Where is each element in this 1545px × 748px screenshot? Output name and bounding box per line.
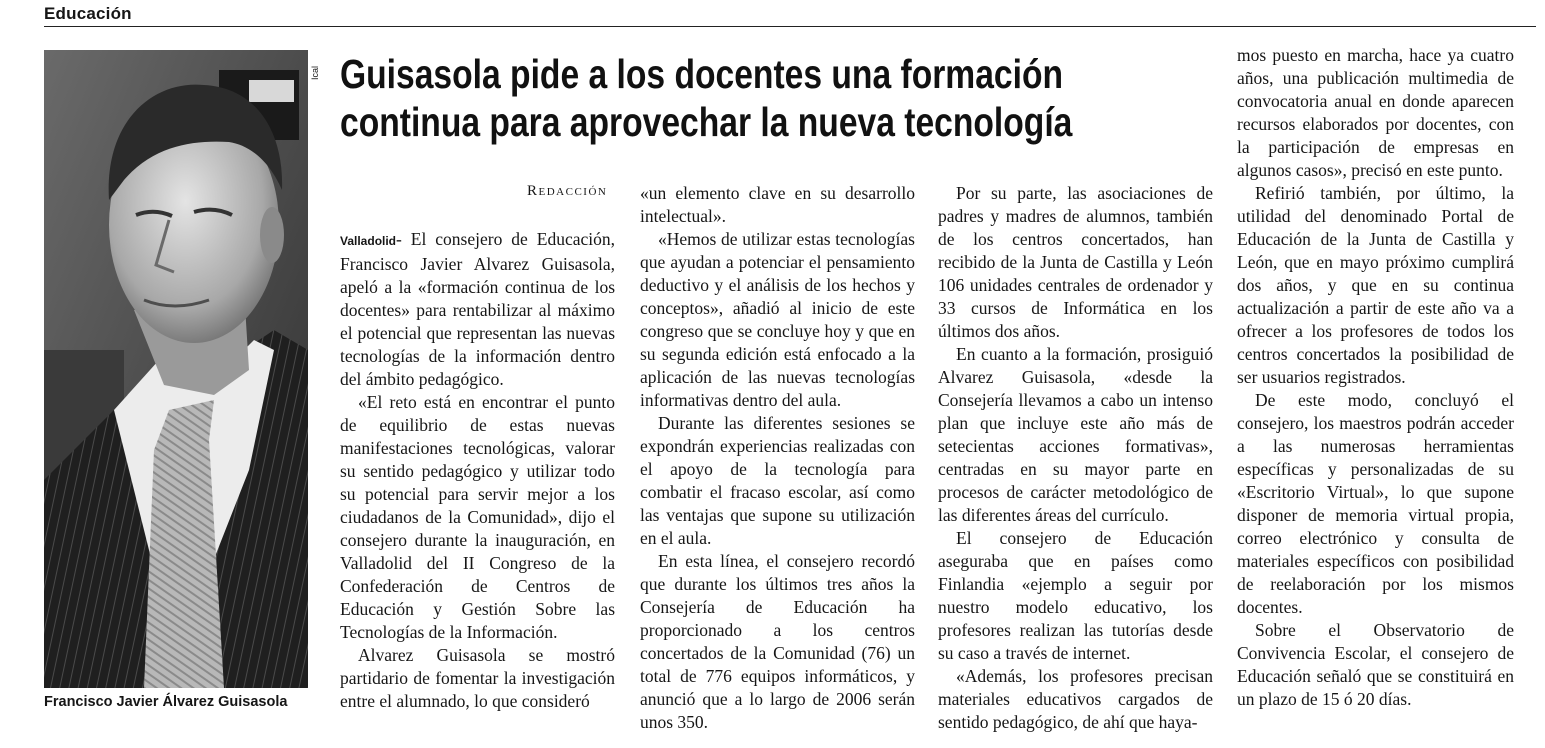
headline-line-2: continua para aprovechar la nueva tecnología — [340, 99, 1073, 145]
portrait-illustration — [44, 50, 308, 688]
article-column-2 — [640, 182, 915, 734]
byline: Redacción — [527, 183, 608, 199]
paragraph: En esta línea, el consejero recordó que durante los últimos tres años la Consejería de Educación ha proporcionado a los centros concertados de la Comunidad (76) un total de 776 equipos informáticos, y anunció que a lo largo de 2006 serán unos 350. — [640, 551, 915, 732]
headline-line-1: Guisasola pide a los docentes una formación — [340, 51, 1064, 97]
article-column-1 — [340, 228, 615, 713]
paragraph: mos puesto en marcha, hace ya cuatro años, una publicación multimedia de convocatoria anual en donde aparecen recursos elaborados por docentes, con la participación de empresas en algunos casos», precisó en este punto. — [1237, 45, 1514, 180]
paragraph: «un elemento clave en su desarrollo intelectual». — [640, 183, 915, 226]
section-label: Educación — [44, 4, 132, 23]
article-column-4 — [1237, 44, 1514, 711]
paragraph: Refirió también, por último, la utilidad del denominado Portal de Educación de la Junta de Castilla y León, que en mayo próximo cumplirá dos años, y que en su continua actualización a partir de este año va a ofrecer a los profesores de todos los centros concertados la posibilidad de ser usuarios registrados. — [1237, 183, 1514, 387]
paragraph: El consejero de Educación aseguraba que en países como Finlandia «ejemplo a seguir por nuestro modelo educativo, los profesores realizan las tutorías desde su caso a través de internet. — [938, 528, 1213, 663]
paragraph: «Además, los profesores precisan materiales educativos cargados de sentido pedagógico, de ahí que haya- — [938, 666, 1213, 732]
photo-credit: Ical — [310, 65, 320, 80]
paragraph: Por su parte, las asociaciones de padres y madres de alumnos, también de los centros concertados, han recibido de la Junta de Castilla y León 106 unidades centrales de ordenador y 33 cursos de Informática en los últimos dos años. — [938, 183, 1213, 341]
paragraph: «Hemos de utilizar estas tecnologías que ayudan a potenciar el pensamiento deductivo y el análisis de los hechos y conceptos», añadió al inicio de este congreso que se concluye hoy y que en su segunda edición está enfocado a la aplicación de las nuevas tecnologías informativas dentro del aula. — [640, 229, 915, 410]
article-column-3 — [938, 182, 1213, 734]
headline — [340, 50, 1073, 146]
paragraph: Sobre el Observatorio de Convivencia Escolar, el consejero de Educación señaló que se constituirá en un plazo de 15 ó 20 días. — [1237, 620, 1514, 709]
dateline: Valladolid — [340, 234, 397, 248]
paragraph: Alvarez Guisasola se mostró partidario de fomentar la investigación entre el alumnado, lo que consideró — [340, 645, 615, 711]
paragraph: Valladolid- El consejero de Educación, Francisco Javier Alvarez Guisasola, apeló a la «formación continua de los docentes» para rentabilizar al máximo el potencial que representan las nuevas tecnologías de la información dentro del ámbito pedagógico. — [340, 229, 615, 389]
paragraph: De este modo, concluyó el consejero, los maestros podrán acceder a las numerosas herramientas específicas y personalizadas de su «Escritorio Virtual», lo que supone disponer de memoria virtual propia, correo electrónico y consulta de materiales específicos con posibilidad de reelaboración por los mismos docentes. — [1237, 390, 1514, 617]
paragraph: Durante las diferentes sesiones se expondrán experiencias realizadas con el apoyo de la tecnología para combatir el fracaso escolar, así como las ventajas que supone su utilización en el aula. — [640, 413, 915, 548]
paragraph: En cuanto a la formación, prosiguió Alvarez Guisasola, «desde la Consejería llevamos a cabo un intenso plan que incluye este año más de setecientas acciones formativas», centradas en su mayor parte en procesos de carácter metodológico de las diferentes áreas del currículo. — [938, 344, 1213, 525]
photo-caption: Francisco Javier Álvarez Guisasola — [44, 694, 288, 710]
section-rule — [44, 26, 1536, 27]
paragraph: «El reto está en encontrar el punto de equilibrio de estas nuevas manifestaciones tecnológicas, valorar su sentido pedagógico y utilizar todo su potencial para servir mejor a los ciudadanos de la Comunidad», dijo el consejero durante la inauguración, en Valladolid del II Congreso de la Confederación de Centros de Educación y Gestión Sobre las Tecnologías de la Información. — [340, 392, 615, 642]
portrait-photo — [44, 50, 308, 688]
